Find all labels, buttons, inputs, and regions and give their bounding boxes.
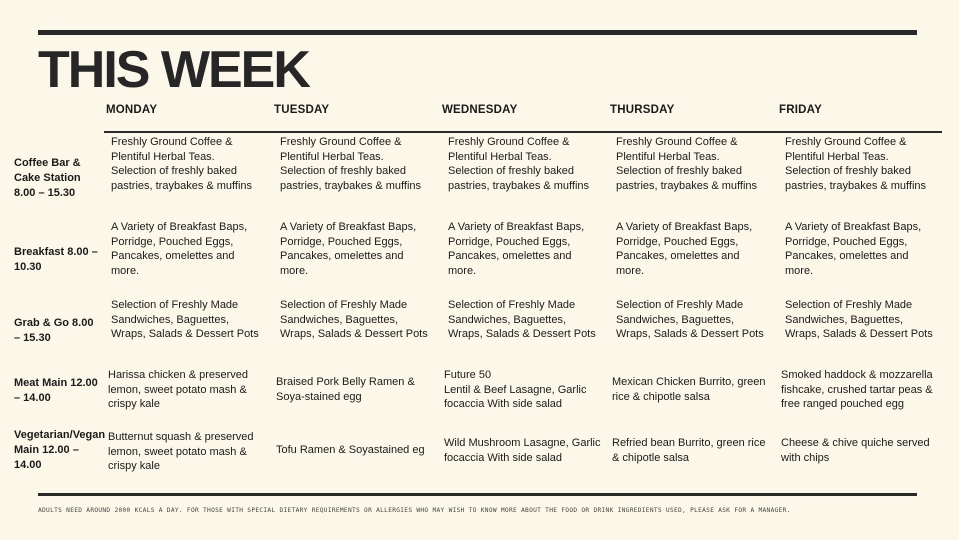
day-header-monday: MONDAY — [106, 104, 158, 116]
menu-cell: A Variety of Breakfast Baps, Porridge, Pouched Eggs, Pancakes, omelettes and more. — [280, 221, 417, 277]
menu-cell: Mexican Chicken Burrito, green rice & chipotle salsa — [612, 376, 766, 403]
allergy-footer-note: ADULTS NEED AROUND 2000 KCALS A DAY. FOR THOSE WITH SPECIAL DIETARY REQUIREMENTS OR ALLERGIES WHO MAY WISH TO KNOW MORE ABOUT THE FOOD OR DRINK INGREDIENTS USED, PLEASE ASK FOR A MANAGER. — [38, 507, 791, 514]
menu-cell: Smoked haddock & mozzarella fishcake, crushed tartar peas & free ranged pouched egg — [781, 369, 933, 410]
menu-cell: Harissa chicken & preserved lemon, sweet potato mash & crispy kale — [108, 369, 249, 410]
menu-cell: Freshly Ground Coffee & Plentiful Herbal Teas. Selection of freshly baked pastries, traybakes & muffins — [111, 136, 253, 192]
row-label-breakfast: Breakfast 8.00 – 10.30 — [14, 246, 98, 273]
menu-cell: A Variety of Breakfast Baps, Porridge, Pouched Eggs, Pancakes, omelettes and more. — [111, 221, 248, 277]
menu-cell: Freshly Ground Coffee & Plentiful Herbal Teas. Selection of freshly baked pastries, traybakes & muffins — [785, 136, 927, 192]
day-header-thursday: THURSDAY — [610, 104, 675, 116]
menu-cell: Selection of Freshly Made Sandwiches, Baguettes, Wraps, Salads & Dessert Pots — [448, 299, 596, 340]
menu-cell: Future 50 Lentil & Beef Lasagne, Garlic focaccia With side salad — [444, 369, 587, 410]
menu-cell: A Variety of Breakfast Baps, Porridge, Pouched Eggs, Pancakes, omelettes and more. — [785, 221, 922, 277]
page-title: THIS WEEK — [38, 41, 309, 99]
menu-cell: Butternut squash & preserved lemon, sweet potato mash & crispy kale — [108, 431, 254, 472]
menu-cell: Selection of Freshly Made Sandwiches, Baguettes, Wraps, Salads & Dessert Pots — [785, 299, 933, 340]
menu-cell: Freshly Ground Coffee & Plentiful Herbal Teas. Selection of freshly baked pastries, traybakes & muffins — [280, 136, 422, 192]
menu-cell: Wild Mushroom Lasagne, Garlic focaccia With side salad — [444, 437, 601, 464]
row-label-meat-main: Meat Main 12.00 – 14.00 — [14, 377, 98, 404]
menu-cell: A Variety of Breakfast Baps, Porridge, Pouched Eggs, Pancakes, omelettes and more. — [616, 221, 753, 277]
menu-cell: Braised Pork Belly Ramen & Soya-stained egg — [276, 376, 415, 403]
row-label-coffee-bar: Coffee Bar & Cake Station 8.00 – 15.30 — [14, 157, 81, 199]
day-header-friday: FRIDAY — [779, 104, 822, 116]
menu-cell: Freshly Ground Coffee & Plentiful Herbal Teas. Selection of freshly baked pastries, traybakes & muffins — [448, 136, 590, 192]
row-label-vegetarian-main: Vegetarian/Vegan Main 12.00 – 14.00 — [14, 429, 106, 471]
day-header-tuesday: TUESDAY — [274, 104, 330, 116]
header-rule — [104, 131, 942, 133]
top-rule — [38, 30, 917, 35]
menu-cell: Freshly Ground Coffee & Plentiful Herbal Teas. Selection of freshly baked pastries, traybakes & muffins — [616, 136, 758, 192]
menu-cell: Refried bean Burrito, green rice & chipotle salsa — [612, 437, 766, 464]
row-label-grab-and-go: Grab & Go 8.00 – 15.30 — [14, 317, 94, 344]
menu-cell: A Variety of Breakfast Baps, Porridge, Pouched Eggs, Pancakes, omelettes and more. — [448, 221, 585, 277]
menu-cell: Tofu Ramen & Soyastained eg — [276, 444, 425, 456]
menu-cell: Selection of Freshly Made Sandwiches, Baguettes, Wraps, Salads & Dessert Pots — [280, 299, 428, 340]
menu-cell: Cheese & chive quiche served with chips — [781, 437, 930, 464]
bottom-rule — [38, 493, 917, 496]
menu-cell: Selection of Freshly Made Sandwiches, Baguettes, Wraps, Salads & Dessert Pots — [616, 299, 764, 340]
menu-cell: Selection of Freshly Made Sandwiches, Baguettes, Wraps, Salads & Dessert Pots — [111, 299, 259, 340]
day-header-wednesday: WEDNESDAY — [442, 104, 518, 116]
